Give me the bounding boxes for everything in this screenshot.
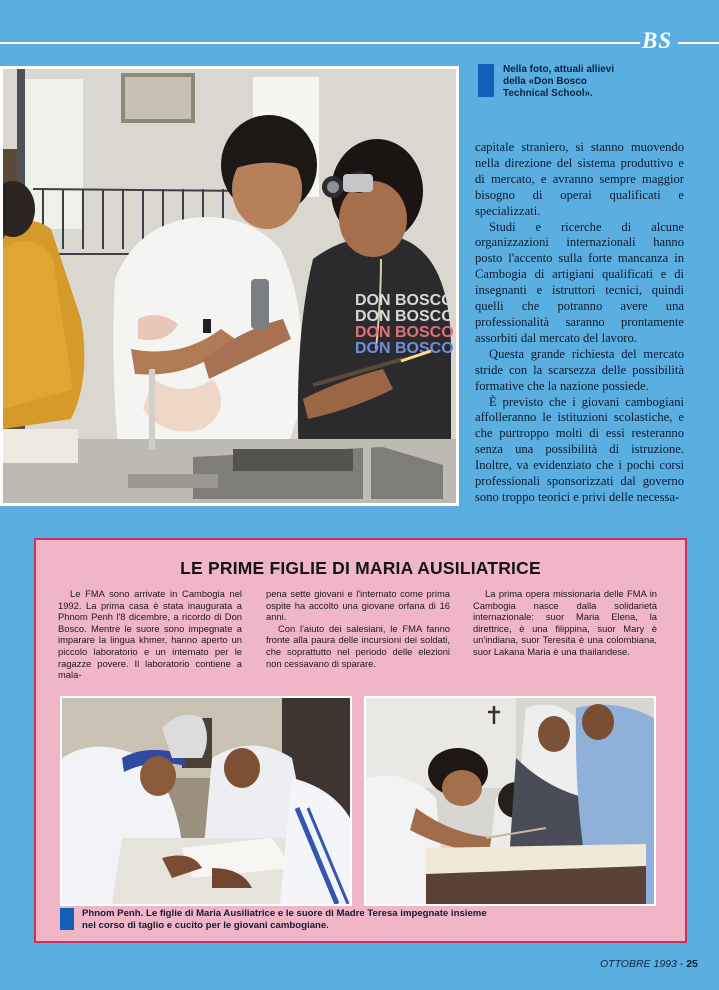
sisters-photo-left [60,696,352,906]
photo-caption [478,64,698,100]
shirt-print: DON BOSCO [355,292,454,309]
box-column-3 [473,588,657,658]
box-paragraph: Le FMA sono arrivate in Cambogia nel 1992. La prima casa è stata inaugurata a Phnom Penh l'8 dicembre, a ricordo di Don Bosco. Mentre le suore sono impegnate a imparare la lingua khmer, hanno aperto un piccolo laboratorio e un internato per le ragazze povere. Il laboratorio contiene a mala- [58,588,242,681]
caption-text: Phnom Penh. Le figlie di Maria Ausiliatrice e le suore di Madre Teresa impegnate insieme nel corso di taglio e cucito per le giovani cambogiane. [82,908,487,931]
fma-sidebar-box [34,538,687,943]
caption-marker [60,908,74,930]
article-paragraph: Questa grande richiesta del mercato stride con la scarsezza delle possibilità formative che la nazione possiede. [475,346,684,393]
issue-date: OTTOBRE 1993 [600,958,677,970]
box-column-1 [58,588,242,681]
article-paragraph: Studi e ricerche di alcune organizzazioni internazionali hanno posto l'accento sulla forte mancanza in Cambogia di artigiani qualificati e di insegnanti e istruttori tecnici, quindi quelli che potranno avere una professionalità saranno prontamente assorbiti dal mercato del lavoro. [475,219,684,345]
header-rule-right [678,42,719,44]
article-paragraph: È previsto che i giovani cambogiani affolleranno le istituzioni scolastiche, e che purtroppo molti di essi resteranno senza una possibilità di istruzione. Inoltre, va evidenziato che i pochi corsi professionali sponsorizzati dal governo sono troppo teorici e privi delle necessa- [475,394,684,504]
box-paragraph: pena sette giovani e l'internato come prima ospite ha accolto una giovane orfana di 16 anni. [266,588,450,623]
page-number: 25 [686,958,698,970]
article-column [475,140,684,506]
shirt-print: DON BOSCO [355,308,454,325]
box-paragraph: La prima opera missionaria delle FMA in Cambogia nasce dalla solidarietà internazionale: suor Maria Elena, la direttrice, è una filippina, suor Mary è un'indiana, suor Teresita è una colombiana, suor Lakana Maria è una thailandese. [473,588,657,657]
box-photo-caption [60,908,660,931]
box-title: LE PRIME FIGLIE DI MARIA AUSILIATRICE [180,558,541,578]
shirt-print: DON BOSCO [355,340,454,357]
page-footer [600,958,698,970]
caption-text: Nella foto, attuali allievi della «Don Bosco Technical School». [503,64,615,99]
header-rule [0,42,640,44]
article-paragraph: capitale straniero, si stanno muovendo nella direzione del sistema produttivo e di mercato, e avranno sempre maggior bisogno di operai qualificati e specializzati. [475,140,684,218]
students-welding-photo [0,66,459,506]
sisters-photo-right [364,696,656,906]
magazine-mark: BS [642,28,673,53]
box-paragraph: Con l'aiuto dei salesiani, le FMA fanno fronte alla paura delle incursioni dei soldati, che soprattutto nel periodo delle elezioni non cessavano di sparare. [266,622,450,669]
footer-separator: - [676,958,687,970]
caption-marker [478,64,494,97]
box-column-2 [266,588,450,669]
shirt-print: DON BOSCO [355,324,454,341]
